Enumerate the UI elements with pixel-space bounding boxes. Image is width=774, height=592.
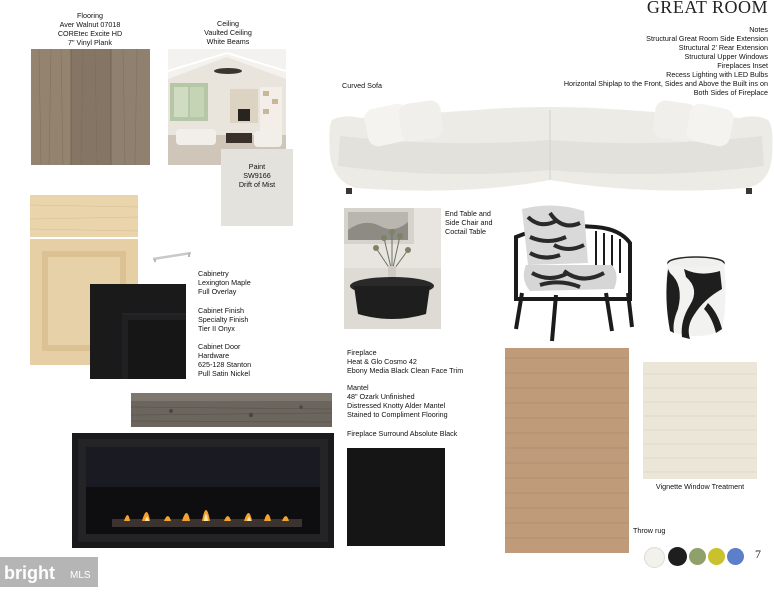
table-line: End Table and	[445, 209, 491, 218]
svg-text:MLS: MLS	[70, 570, 91, 581]
paint-caption	[221, 162, 293, 189]
side-chair-image	[510, 203, 638, 343]
fireplace-line: Ebony Media Black Clean Face Trim	[347, 366, 464, 375]
color-swatch-black	[668, 547, 687, 566]
notes-line: Fireplaces Inset	[717, 61, 768, 70]
paint-line: SW9166	[243, 171, 271, 180]
color-swatch-white	[644, 547, 665, 568]
ceiling-line: White Beams	[206, 37, 250, 46]
cabinet-hardware-heading: Cabinet Door	[198, 342, 241, 351]
cabinet-hardware-caption	[198, 342, 251, 378]
color-swatch-yellow	[708, 548, 725, 565]
surround-stone-sample	[347, 448, 445, 546]
mantel-line: 48" Ozark Unfinished	[347, 392, 415, 401]
flooring-line: 7" Vinyl Plank	[68, 38, 112, 47]
table-caption	[445, 209, 493, 236]
color-swatch-sage	[689, 548, 706, 565]
bright-mls-watermark	[0, 557, 98, 587]
cabinet-hardware-line: Pull Satin Nickel	[198, 369, 250, 378]
color-swatch-blue	[727, 548, 744, 565]
notes-line: Both Sides of Fireplace	[693, 88, 768, 97]
ceiling-room-photo	[168, 49, 286, 165]
cabinet-finish-sample	[90, 284, 186, 379]
fireplace-unit-image	[72, 433, 334, 548]
notes-line: Structural Great Room Side Extension	[646, 34, 768, 43]
fireplace-heading: Fireplace	[347, 348, 377, 357]
ceiling-line: Vaulted Ceiling	[204, 28, 252, 37]
mantel-heading: Mantel	[347, 383, 369, 392]
cabinetry-caption	[198, 269, 251, 296]
fireplace-caption	[347, 348, 463, 375]
table-line: Side Chair and	[445, 218, 493, 227]
notes-line: Recess Lighting with LED Bulbs	[666, 70, 768, 79]
paint-line: Drift of Mist	[238, 180, 276, 189]
cabinetry-line: Full Overlay	[198, 287, 237, 296]
throw-rug-image	[505, 348, 629, 553]
bright-mls-logo	[0, 557, 98, 587]
flooring-caption	[40, 11, 140, 47]
notes-line: Structural 2' Rear Extension	[678, 43, 768, 52]
surround-caption: Fireplace Surround Absolute Black	[347, 429, 458, 438]
notes-heading: Notes	[749, 25, 768, 34]
rug-caption: Throw rug	[633, 526, 666, 535]
cabinet-pull-image	[150, 247, 194, 263]
flooring-heading: Flooring	[77, 11, 103, 20]
mantel-line: Distressed Knotty Alder Mantel	[347, 401, 446, 410]
notes-block	[564, 25, 768, 97]
cabinet-finish-heading: Cabinet Finish	[198, 306, 244, 315]
notes-line: Horizontal Shiplap to the Front, Sides and Above the Built ins on	[563, 79, 768, 88]
notes-line: Structural Upper Windows	[684, 52, 768, 61]
paint-heading: Paint	[248, 162, 266, 171]
mantel-caption	[347, 383, 448, 419]
cabinet-finish-line: Specialty Finish	[198, 315, 249, 324]
flooring-line: COREtec Excite HD	[57, 29, 123, 38]
coffee-table-photo	[344, 208, 441, 329]
table-line: Coctail Table	[445, 227, 487, 236]
mantel-line: Stained to Compliment Flooring	[347, 410, 448, 419]
curved-sofa-image	[326, 96, 774, 198]
vignette-caption: Vignette Window Treatment	[655, 482, 745, 491]
ceiling-heading: Ceiling	[217, 19, 239, 28]
page-title: GREAT ROOM	[646, 0, 768, 17]
cabinet-finish-line: Tier II Onyx	[198, 324, 235, 333]
fireplace-line: Heat & Glo Cosmo 42	[347, 357, 417, 366]
cabinet-hardware-line: 625-128 Stanton	[198, 360, 252, 369]
cabinetry-heading: Cabinetry	[198, 269, 229, 278]
sofa-caption: Curved Sofa	[342, 81, 382, 90]
ceiling-caption	[178, 19, 278, 46]
page-number: 7	[755, 547, 761, 561]
flooring-sample-image	[31, 49, 150, 165]
flooring-line: Aver Walnut 07018	[59, 20, 121, 29]
cabinetry-line: Lexington Maple	[198, 278, 251, 287]
cabinet-finish-caption	[198, 306, 248, 333]
garden-stool-image	[664, 255, 728, 339]
cabinet-hardware-line: Hardware	[198, 351, 230, 360]
vignette-sample-image	[643, 362, 757, 479]
svg-text:bright: bright	[4, 563, 55, 583]
mantel-beam-image	[131, 393, 332, 427]
